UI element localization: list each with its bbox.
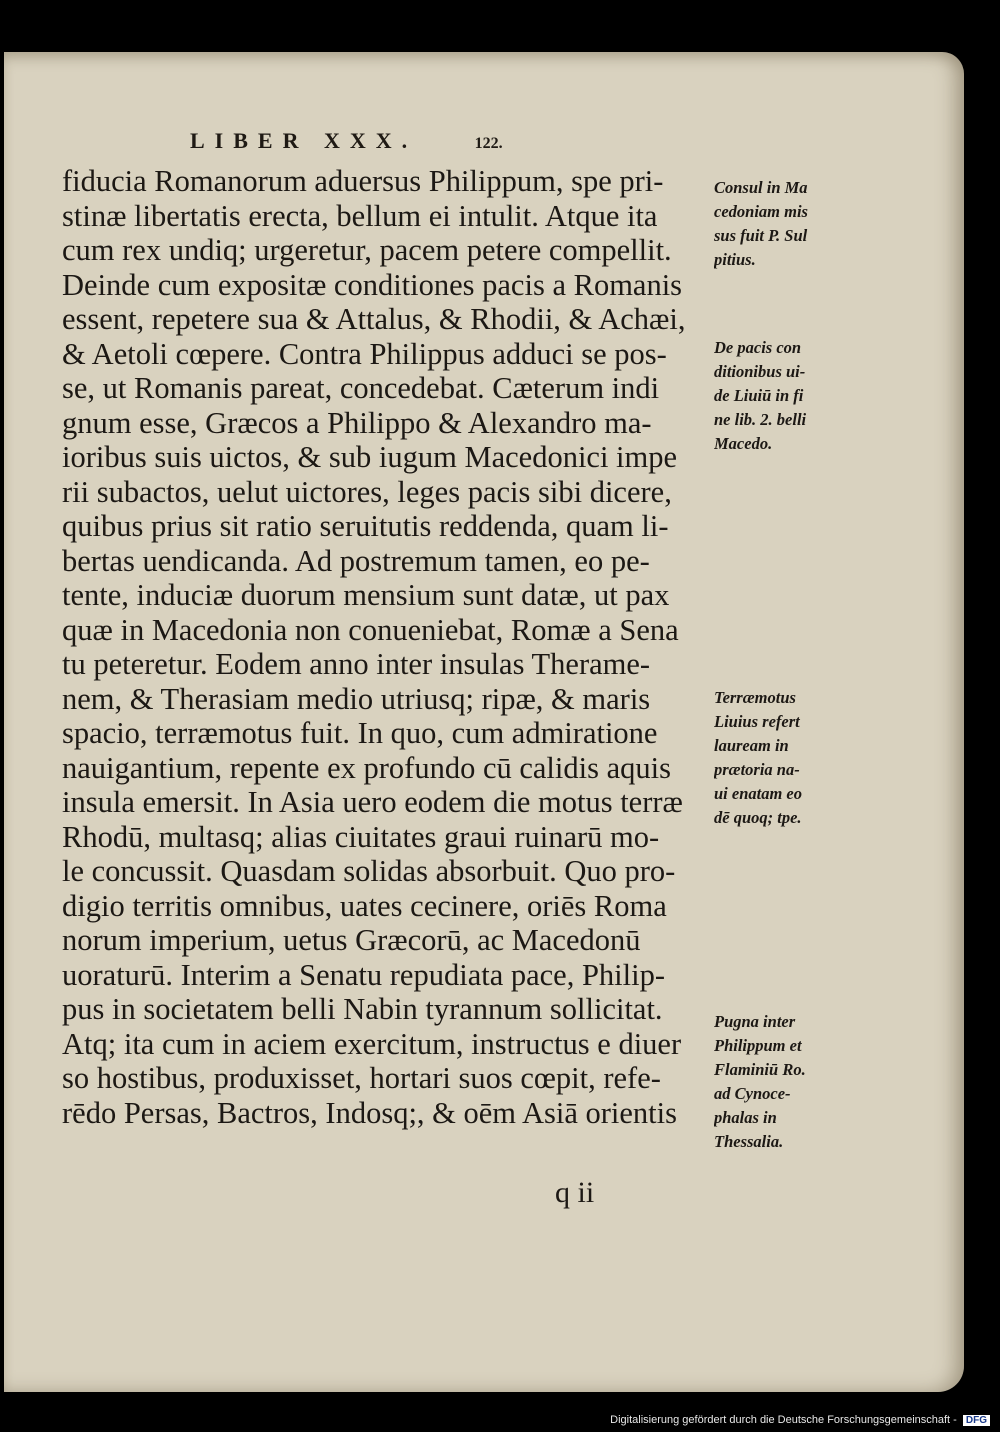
text-line: nauigantium, repente ex profundo cū calidis aquis — [62, 750, 671, 785]
margin-note-line: Pugna inter — [714, 1012, 796, 1031]
text-line: rii subactos, uelut uictores, leges pacis sibi dicere, — [62, 474, 672, 509]
dfg-logo: DFG — [963, 1415, 990, 1426]
margin-note-pacis — [714, 336, 832, 456]
text-line: essent, repetere sua & Attalus, & Rhodii, & Achæi, — [62, 302, 686, 336]
margin-note-line: pitius. — [714, 250, 756, 269]
margin-note-line: Flaminiū Ro. — [714, 1060, 806, 1079]
margin-note-line: Macedo. — [714, 434, 773, 453]
text-line: norum imperium, uetus Græcorū, ac Macedonū — [62, 923, 641, 957]
text-line: fiducia Romanorum aduersus Philippum, spe pri- — [62, 164, 664, 198]
signature-mark: q ii — [555, 1176, 595, 1209]
running-title: LIBER XXX. — [190, 128, 418, 153]
text-line: gnum esse, Græcos a Philippo & Alexandro ma- — [62, 405, 652, 440]
text-line: & Aetoli cœpere. Contra Philippus adduci se pos- — [62, 336, 667, 371]
margin-note-line: dē quoq; tpe. — [714, 808, 802, 827]
text-line: stinæ libertatis erecta, bellum ei intulit. Atque ita — [62, 198, 658, 233]
margin-note-terraemotus — [714, 686, 832, 830]
margin-note-line: ui enatam eo — [714, 784, 803, 803]
footer-text: Digitalisierung gefördert durch die Deutsche Forschungsgemeinschaft - — [610, 1414, 957, 1426]
margin-note-line: ditionibus ui- — [714, 362, 806, 381]
margin-note-line: Consul in Ma — [714, 178, 808, 197]
text-line: quæ in Macedonia non conueniebat, Romæ a Sena — [62, 612, 679, 647]
text-line: uoraturū. Interim a Senatu repudiata pace, Philip- — [62, 957, 666, 992]
margin-note-line: ne lib. 2. belli — [714, 410, 807, 429]
text-line: pus in societatem belli Nabin tyrannum sollicitat. — [62, 992, 663, 1026]
main-text — [62, 164, 702, 1130]
text-line: Rhodū, multasq; alias ciuitates graui ruinarū mo- — [62, 819, 660, 854]
text-line: quibus prius sit ratio seruitutis reddenda, quam li- — [62, 509, 669, 543]
running-header — [190, 128, 503, 154]
text-line: insula emersit. In Asia uero eodem die motus terræ — [62, 785, 683, 819]
text-line: tu peteretur. Eodem anno inter insulas Therame- — [62, 647, 651, 681]
margin-note-line: Liuius refert — [714, 712, 800, 731]
text-line: ioribus suis uictos, & sub iugum Macedonici impe — [62, 440, 678, 474]
footer-credit — [610, 1414, 990, 1426]
text-line: se, ut Romanis pareat, concedebat. Cæterum indi — [62, 371, 660, 405]
text-line: le concussit. Quasdam solidas absorbuit. Quo pro- — [62, 854, 676, 888]
text-line: nem, & Therasiam medio utriusq; ripæ, & maris — [62, 681, 651, 716]
page-number: 122. — [474, 135, 503, 152]
margin-note-line: sus fuit P. Sul — [714, 226, 808, 245]
margin-note-line: De pacis con — [714, 338, 802, 357]
margin-note-line: lauream in — [714, 736, 789, 755]
text-line: Deinde cum expositæ conditiones pacis a Romanis — [62, 267, 683, 302]
margin-note-pugna — [714, 1010, 832, 1154]
margin-note-line: Philippum et — [714, 1036, 802, 1055]
text-line: cum rex undiq; urgeretur, pacem petere compellit. — [62, 233, 672, 267]
margin-note-line: Terræmotus — [714, 688, 796, 707]
margin-note-line: ad Cynoce- — [714, 1084, 791, 1103]
text-line: so hostibus, produxisset, hortari suos cœpit, refe- — [62, 1061, 661, 1095]
text-line: rēdo Persas, Bactros, Indosq;, & oēm Asiā orientis — [62, 1095, 677, 1130]
margin-note-consul — [714, 176, 832, 272]
text-line: spacio, terræmotus fuit. In quo, cum admiratione — [62, 716, 658, 750]
margin-note-line: Thessalia. — [714, 1132, 784, 1151]
margin-note-line: phalas in — [714, 1108, 777, 1127]
text-line: bertas uendicanda. Ad postremum tamen, eo pe- — [62, 543, 650, 578]
margin-note-line: de Liuiū in fi — [714, 386, 804, 405]
margin-note-line: cedoniam mis — [714, 202, 808, 221]
text-line: Atq; ita cum in aciem exercitum, instructus e diuer — [62, 1026, 682, 1061]
margin-note-line: prætoria na- — [714, 760, 800, 779]
text-line: digio territis omnibus, uates cecinere, oriēs Roma — [62, 888, 667, 923]
text-line: tente, induciæ duorum mensium sunt datæ, ut pax — [62, 578, 670, 612]
